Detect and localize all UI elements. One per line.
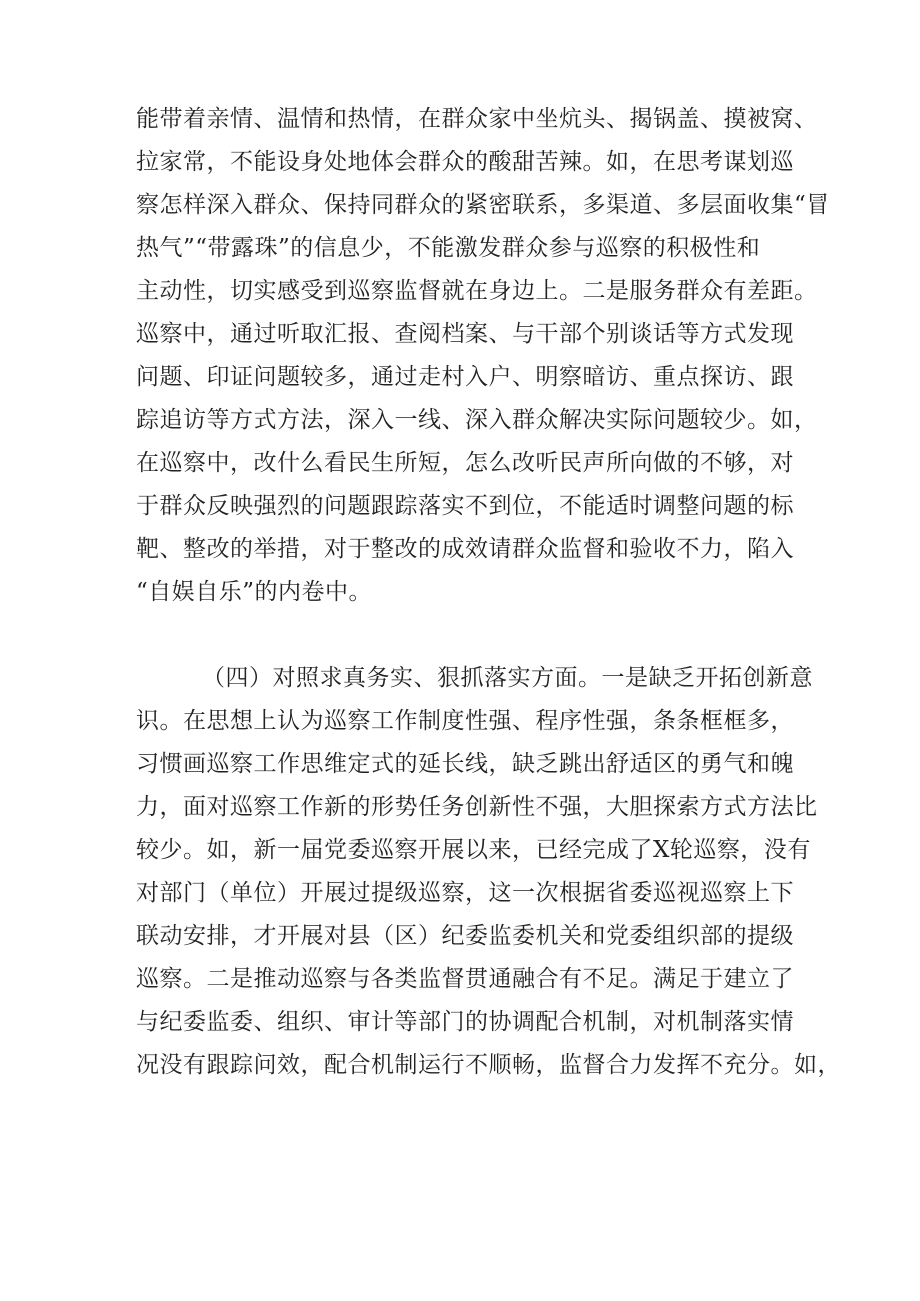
text-line: 察怎样深入群众、保持同群众的紧密联系，多渠道、多层面收集“冒 [136, 192, 830, 218]
section-heading-line: （四）对照求真务实、狠抓落实方面。一是缺乏开拓创新意 [202, 665, 813, 691]
text-line: 踪追访等方式方法，深入一线、深入群众解决实际问题较少。如， [136, 407, 818, 433]
text-line: 在巡察中，改什么看民生所短，怎么改听民声所向做的不够，对 [136, 450, 794, 476]
text-line: 主动性，切实感受到巡察监督就在身边上。二是服务群众有差距。 [136, 278, 818, 304]
text-line: 能带着亲情、温情和热情，在群众家中坐炕头、揭锅盖、摸被窝、 [136, 106, 818, 132]
text-line: 况没有跟踪问效，配合机制运行不顺畅，监督合力发挥不充分。如， [136, 1052, 841, 1078]
text-line: “自娱自乐”的内卷中。 [136, 579, 373, 605]
document-body [136, 98, 841, 1087]
text-line: 联动安排，才开展对县（区）纪委监委机关和党委组织部的提级 [136, 923, 794, 949]
text-line: 识。在思想上认为巡察工作制度性强、程序性强，条条框框多， [136, 708, 794, 734]
text-line: 习惯画巡察工作思维定式的延长线，缺乏跳出舒适区的勇气和魄 [136, 751, 794, 777]
paragraph-spacer [136, 614, 798, 657]
text-line: 热气”“带露珠”的信息少，不能激发群众参与巡察的积极性和 [136, 235, 761, 261]
text-line: 靶、整改的举措，对于整改的成效请群众监督和验收不力，陷入 [136, 536, 794, 562]
text-line: 拉家常，不能设身处地体会群众的酸甜苦辣。如，在思考谋划巡 [136, 149, 794, 175]
text-line: 力，面对巡察工作新的形势任务创新性不强，大胆探索方式方法比 [136, 794, 818, 820]
text-line: 巡察中，通过听取汇报、查阅档案、与干部个别谈话等方式发现 [136, 321, 794, 347]
text-line: 于群众反映强烈的问题跟踪落实不到位，不能适时调整问题的标 [136, 493, 794, 519]
text-line: 对部门（单位）开展过提级巡察，这一次根据省委巡视巡察上下 [136, 880, 794, 906]
text-line: 与纪委监委、组织、审计等部门的协调配合机制，对机制落实情 [136, 1009, 794, 1035]
text-line: 巡察。二是推动巡察与各类监督贯通融合有不足。满足于建立了 [136, 966, 794, 992]
text-line: 问题、印证问题较多，通过走村入户、明察暗访、重点探访、跟 [136, 364, 794, 390]
text-line: 较少。如，新一届党委巡察开展以来，已经完成了X轮巡察，没有 [136, 837, 811, 863]
